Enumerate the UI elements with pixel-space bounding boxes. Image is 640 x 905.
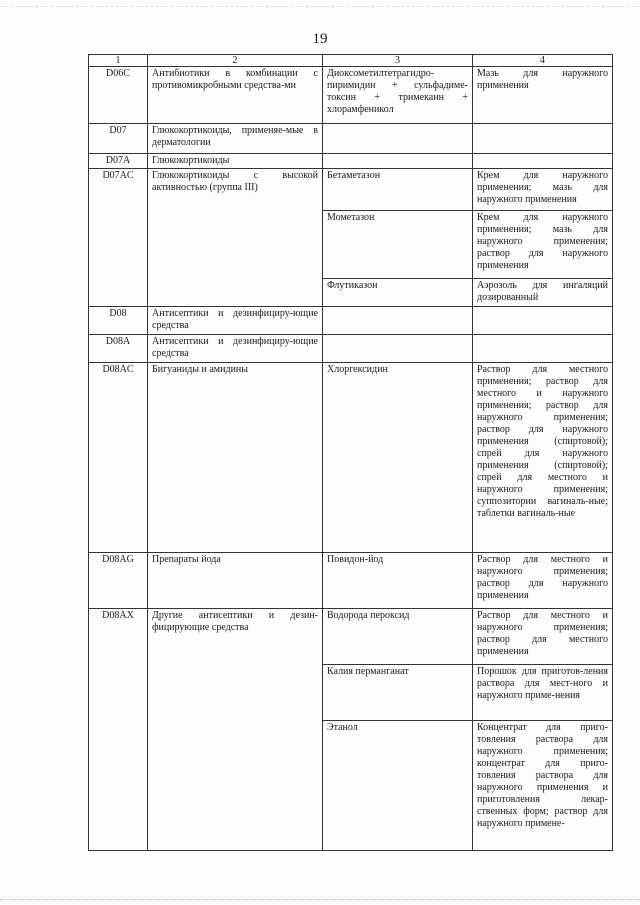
table-row: [89, 363, 613, 553]
column-header: 1: [89, 55, 148, 67]
substance-name: Хлоргексидин: [323, 363, 473, 553]
substance-name: Водорода пероксид: [323, 609, 473, 665]
atc-group: Антисептики и дезинфициру-ющие средства: [148, 335, 323, 363]
substance-name: [323, 154, 473, 169]
substance-name: Диоксометилтетрагидро-пиримидин + сульфадиме-токсин + тримекаин + хлорамфеникол: [323, 67, 473, 124]
column-header: 2: [148, 55, 323, 67]
substance-name: Калия перманганат: [323, 665, 473, 721]
dosage-form: Раствор для местного и наружного применения; раствор для наружного применения: [473, 553, 613, 609]
atc-code: D08AX: [89, 609, 148, 851]
table-row: [89, 553, 613, 609]
scan-edge-bottom: [0, 899, 640, 902]
table-row: [89, 124, 613, 154]
table-row: [89, 307, 613, 335]
atc-code: D08A: [89, 335, 148, 363]
substance-name: Мометазон: [323, 211, 473, 279]
atc-group: Антибиотики в комбинации с противомикробными средства-ми: [148, 67, 323, 124]
atc-code: D07: [89, 124, 148, 154]
dosage-form: Аэрозоль для ингаляций дозированный: [473, 279, 613, 307]
atc-group: Бигуаниды и амидины: [148, 363, 323, 553]
substance-name: Бетаметазон: [323, 169, 473, 211]
substance-name: [323, 335, 473, 363]
table-row: [89, 609, 613, 665]
dosage-form: [473, 124, 613, 154]
table-header-row: [89, 55, 613, 67]
table-row: [89, 67, 613, 124]
atc-group: Глюкокортикоиды с высокой активностью (группа III): [148, 169, 323, 307]
atc-group: Другие антисептики и дезин-фицирующие средства: [148, 609, 323, 851]
table-row: [89, 335, 613, 363]
scan-edge-top: [0, 6, 640, 9]
atc-group: Препараты йода: [148, 553, 323, 609]
dosage-form: Порошок для приготов-ления раствора для мест-ного и наружного приме-нения: [473, 665, 613, 721]
atc-code: D08AG: [89, 553, 148, 609]
atc-group: Глюкокортикоиды, применяе-мые в дерматологии: [148, 124, 323, 154]
page-number: 19: [312, 31, 328, 47]
substance-name: [323, 124, 473, 154]
dosage-form: Мазь для наружного применения: [473, 67, 613, 124]
dosage-form: Крем для наружного применения; мазь для наружного применения; раствор для наружного применения: [473, 211, 613, 279]
dosage-form: [473, 335, 613, 363]
atc-code: D08: [89, 307, 148, 335]
dosage-form: Раствор для местного и наружного применения; раствор для местного применения: [473, 609, 613, 665]
atc-code: D06C: [89, 67, 148, 124]
substance-name: [323, 307, 473, 335]
atc-code: D08AC: [89, 363, 148, 553]
substance-name: Флутиказон: [323, 279, 473, 307]
dosage-form: Раствор для местного применения; раствор для местного и наружного применения; раствор для наружного применения; раствор для наружного применения (спиртовой); спрей для наружного применения (спиртовой); спрей для местного и наружного применения; суппозитории вагиналь-ные; таблетки вагиналь-ные: [473, 363, 613, 553]
dosage-form: Концентрат для приго-товления раствора для наружного применения; концентрат для приго-товления раствора для наружного применения и приготовления лекар-ственных форм; раствор для наружного примене-: [473, 721, 613, 851]
dosage-form: Крем для наружного применения; мазь для наружного применения: [473, 169, 613, 211]
atc-code: D07A: [89, 154, 148, 169]
column-header: 4: [473, 55, 613, 67]
table-row: [89, 169, 613, 211]
table-row: [89, 154, 613, 169]
column-header: 3: [323, 55, 473, 67]
atc-code: D07AC: [89, 169, 148, 307]
atc-group: Глюкокортикоиды: [148, 154, 323, 169]
atc-group: Антисептики и дезинфициру-ющие средства: [148, 307, 323, 335]
substance-name: Этанол: [323, 721, 473, 851]
dosage-form: [473, 154, 613, 169]
drug-table: [88, 54, 613, 851]
substance-name: Повидон-йод: [323, 553, 473, 609]
dosage-form: [473, 307, 613, 335]
